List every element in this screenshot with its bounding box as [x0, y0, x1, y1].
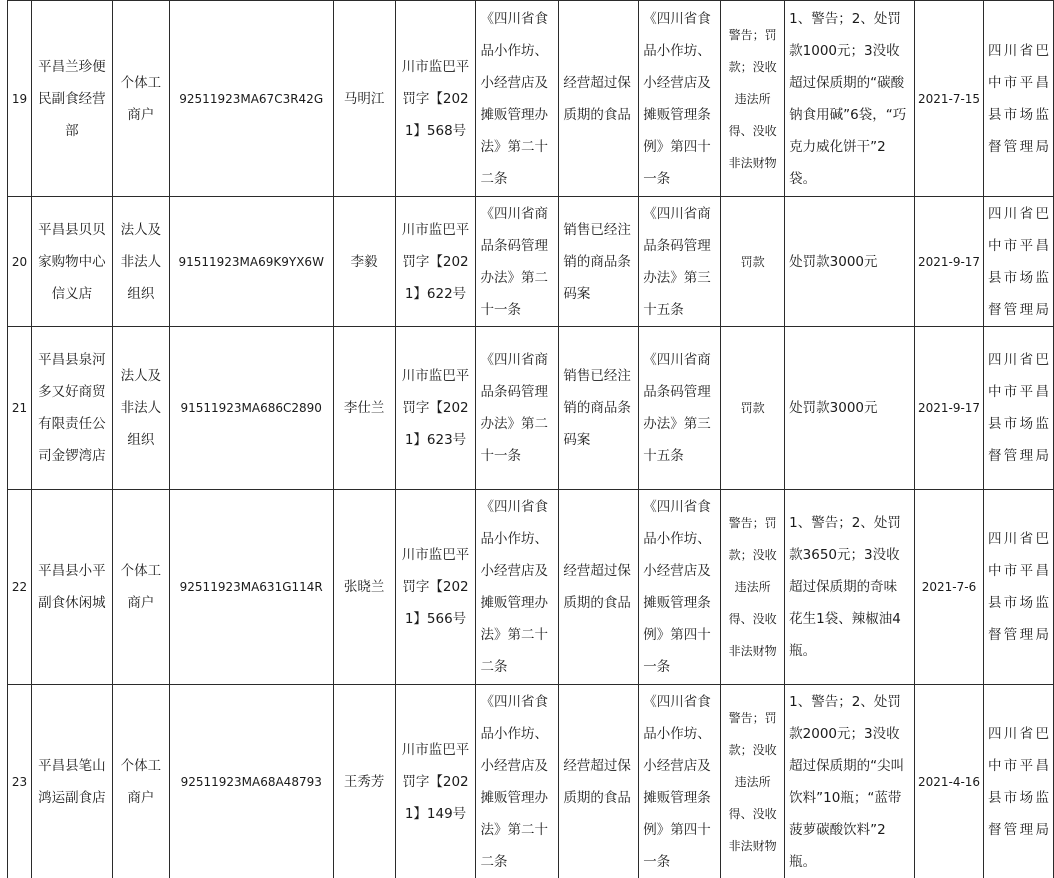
violation-fact: 经营超过保质期的食品: [559, 490, 639, 685]
violation-fact: 经营超过保质期的食品: [559, 1, 639, 197]
row-number: 23: [8, 685, 32, 878]
decision-date: 2021-7-6: [915, 490, 984, 685]
decision-number: 川市监巴平罚字【2021】566号: [395, 490, 476, 685]
penalty-basis: 《四川省食品小作坊、小经营店及摊贩管理条例》第四十一条: [639, 685, 721, 878]
decision-date: 2021-9-17: [915, 327, 984, 490]
row-number: 19: [8, 1, 32, 197]
decision-date: 2021-4-16: [915, 685, 984, 878]
penalty-detail: 1、警告；2、处罚款3650元；3没收超过保质期的奇味花生1袋、辣椒油4瓶。: [785, 490, 915, 685]
decision-number: 川市监巴平罚字【2021】149号: [395, 685, 476, 878]
decision-number: 川市监巴平罚字【2021】622号: [395, 197, 476, 327]
entity-type: 法人及非法人组织: [112, 197, 169, 327]
issuing-authority: 四川省巴中市平昌县市场监督管理局: [983, 197, 1053, 327]
entity-name: 平昌县贝贝家购物中心信义店: [31, 197, 112, 327]
credit-code: 91511923MA686C2890: [169, 327, 333, 490]
row-number: 22: [8, 490, 32, 685]
legal-person: 马明江: [333, 1, 395, 197]
violation-fact: 经营超过保质期的食品: [559, 685, 639, 878]
entity-name: 平昌兰珍便民副食经营部: [31, 1, 112, 197]
penalty-detail: 处罚款3000元: [785, 197, 915, 327]
issuing-authority: 四川省巴中市平昌县市场监督管理局: [983, 490, 1053, 685]
violation-basis: 《四川省商品条码管理办法》第二十一条: [476, 197, 559, 327]
legal-person: 李仕兰: [333, 327, 395, 490]
legal-person: 李毅: [333, 197, 395, 327]
entity-name: 平昌县笔山鸿运副食店: [31, 685, 112, 878]
decision-date: 2021-7-15: [915, 1, 984, 197]
violation-basis: 《四川省食品小作坊、小经营店及摊贩管理办法》第二十二条: [476, 685, 559, 878]
decision-date: 2021-9-17: [915, 197, 984, 327]
penalty-detail: 1、警告；2、处罚款2000元；3没收超过保质期的“尖叫饮料”10瓶；“蓝带菠萝碳酸饮料”2瓶。: [785, 685, 915, 878]
legal-person: 张晓兰: [333, 490, 395, 685]
decision-number: 川市监巴平罚字【2021】568号: [395, 1, 476, 197]
penalty-basis: 《四川省商品条码管理办法》第三十五条: [639, 197, 721, 327]
penalty-table: [7, 0, 1054, 878]
penalty-type: 警告；罚款；没收违法所得、没收非法财物: [721, 490, 785, 685]
violation-basis: 《四川省食品小作坊、小经营店及摊贩管理办法》第二十二条: [476, 490, 559, 685]
table-row: [8, 490, 1054, 685]
credit-code: 91511923MA69K9YX6W: [169, 197, 333, 327]
entity-type: 个体工商户: [112, 685, 169, 878]
table-row: [8, 327, 1054, 490]
issuing-authority: 四川省巴中市平昌县市场监督管理局: [983, 685, 1053, 878]
decision-number: 川市监巴平罚字【2021】623号: [395, 327, 476, 490]
violation-fact: 销售已经注销的商品条码案: [559, 197, 639, 327]
penalty-detail: 处罚款3000元: [785, 327, 915, 490]
violation-basis: 《四川省商品条码管理办法》第二十一条: [476, 327, 559, 490]
penalty-basis: 《四川省食品小作坊、小经营店及摊贩管理条例》第四十一条: [639, 1, 721, 197]
penalty-basis: 《四川省商品条码管理办法》第三十五条: [639, 327, 721, 490]
credit-code: 92511923MA68A48793: [169, 685, 333, 878]
violation-fact: 销售已经注销的商品条码案: [559, 327, 639, 490]
penalty-basis: 《四川省食品小作坊、小经营店及摊贩管理条例》第四十一条: [639, 490, 721, 685]
entity-type: 个体工商户: [112, 490, 169, 685]
penalty-type: 警告；罚款；没收违法所得、没收非法财物: [721, 685, 785, 878]
penalty-detail: 1、警告；2、处罚款1000元；3没收超过保质期的“碳酸钠食用碱”6袋，“巧克力威化饼干”2袋。: [785, 1, 915, 197]
table-row: [8, 197, 1054, 327]
row-number: 20: [8, 197, 32, 327]
penalty-type: 警告；罚款；没收违法所得、没收非法财物: [721, 1, 785, 197]
entity-type: 个体工商户: [112, 1, 169, 197]
row-number: 21: [8, 327, 32, 490]
credit-code: 92511923MA67C3R42G: [169, 1, 333, 197]
legal-person: 王秀芳: [333, 685, 395, 878]
credit-code: 92511923MA631G114R: [169, 490, 333, 685]
entity-type: 法人及非法人组织: [112, 327, 169, 490]
entity-name: 平昌县小平副食休闲城: [31, 490, 112, 685]
penalty-type: 罚款: [721, 197, 785, 327]
issuing-authority: 四川省巴中市平昌县市场监督管理局: [983, 1, 1053, 197]
table-row: [8, 1, 1054, 197]
issuing-authority: 四川省巴中市平昌县市场监督管理局: [983, 327, 1053, 490]
penalty-type: 罚款: [721, 327, 785, 490]
entity-name: 平昌县泉河多又好商贸有限责任公司金锣湾店: [31, 327, 112, 490]
violation-basis: 《四川省食品小作坊、小经营店及摊贩管理办法》第二十二条: [476, 1, 559, 197]
table-row: [8, 685, 1054, 878]
